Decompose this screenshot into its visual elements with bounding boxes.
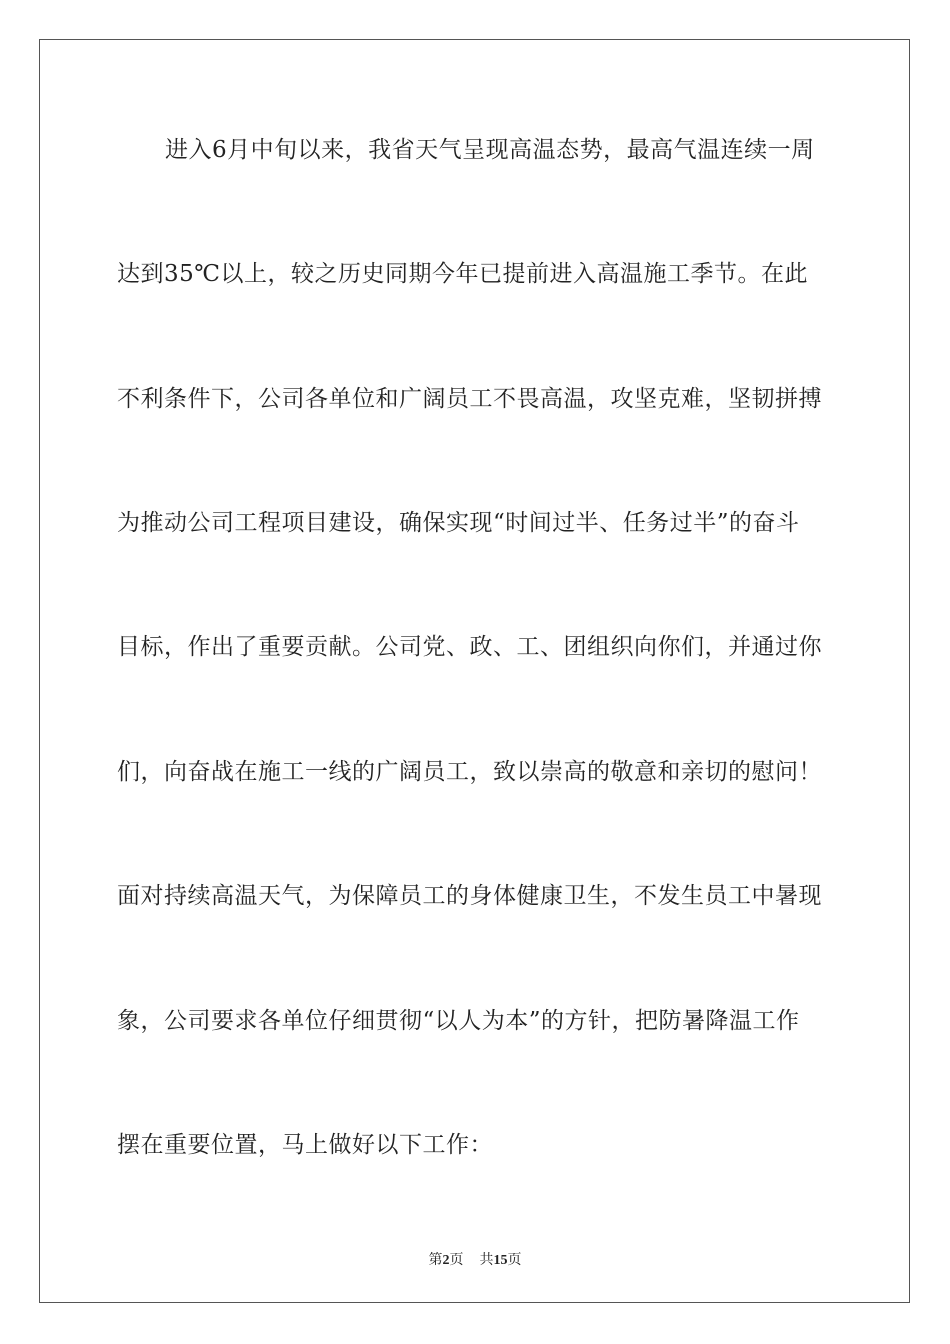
paragraph-line-6: 们，向奋战在施工一线的广阔员工，致以崇高的敬意和亲切的慰问！ [117, 759, 822, 785]
page-border [39, 39, 910, 1303]
paragraph-line-8: 象，公司要求各单位仔细贯彻“以人为本”的方针，把防暑降温工作 [117, 1008, 800, 1034]
total-suffix: 页 [507, 1253, 522, 1268]
total-pages: 15 [493, 1253, 508, 1268]
paragraph-line-7: 面对持续高温天气，为保障员工的身体健康卫生，不发生员工中暑现 [117, 883, 822, 909]
paragraph-line-9: 摆在重要位置，马上做好以下工作： [117, 1132, 493, 1158]
paragraph-line-4: 为推动公司工程项目建设，确保实现“时间过半、任务过半”的奋斗 [117, 510, 800, 536]
page-prefix: 第 [428, 1253, 443, 1268]
paragraph-line-1: 进入6月中旬以来，我省天气呈现高温态势，最高气温连续一周 [165, 137, 815, 163]
paragraph-line-2: 达到35℃以上，较之历史同期今年已提前进入高温施工季节。在此 [117, 261, 808, 287]
page-suffix: 页 [449, 1253, 464, 1268]
paragraph-line-5: 目标，作出了重要贡献。公司党、政、工、团组织向你们，并通过你 [117, 634, 822, 660]
paragraph-line-3: 不利条件下，公司各单位和广阔员工不畏高温，攻坚克难，坚韧拼搏 [117, 386, 822, 412]
page-footer [0, 1249, 950, 1269]
total-prefix: 共 [479, 1253, 494, 1268]
page-number: 2 [442, 1253, 450, 1268]
